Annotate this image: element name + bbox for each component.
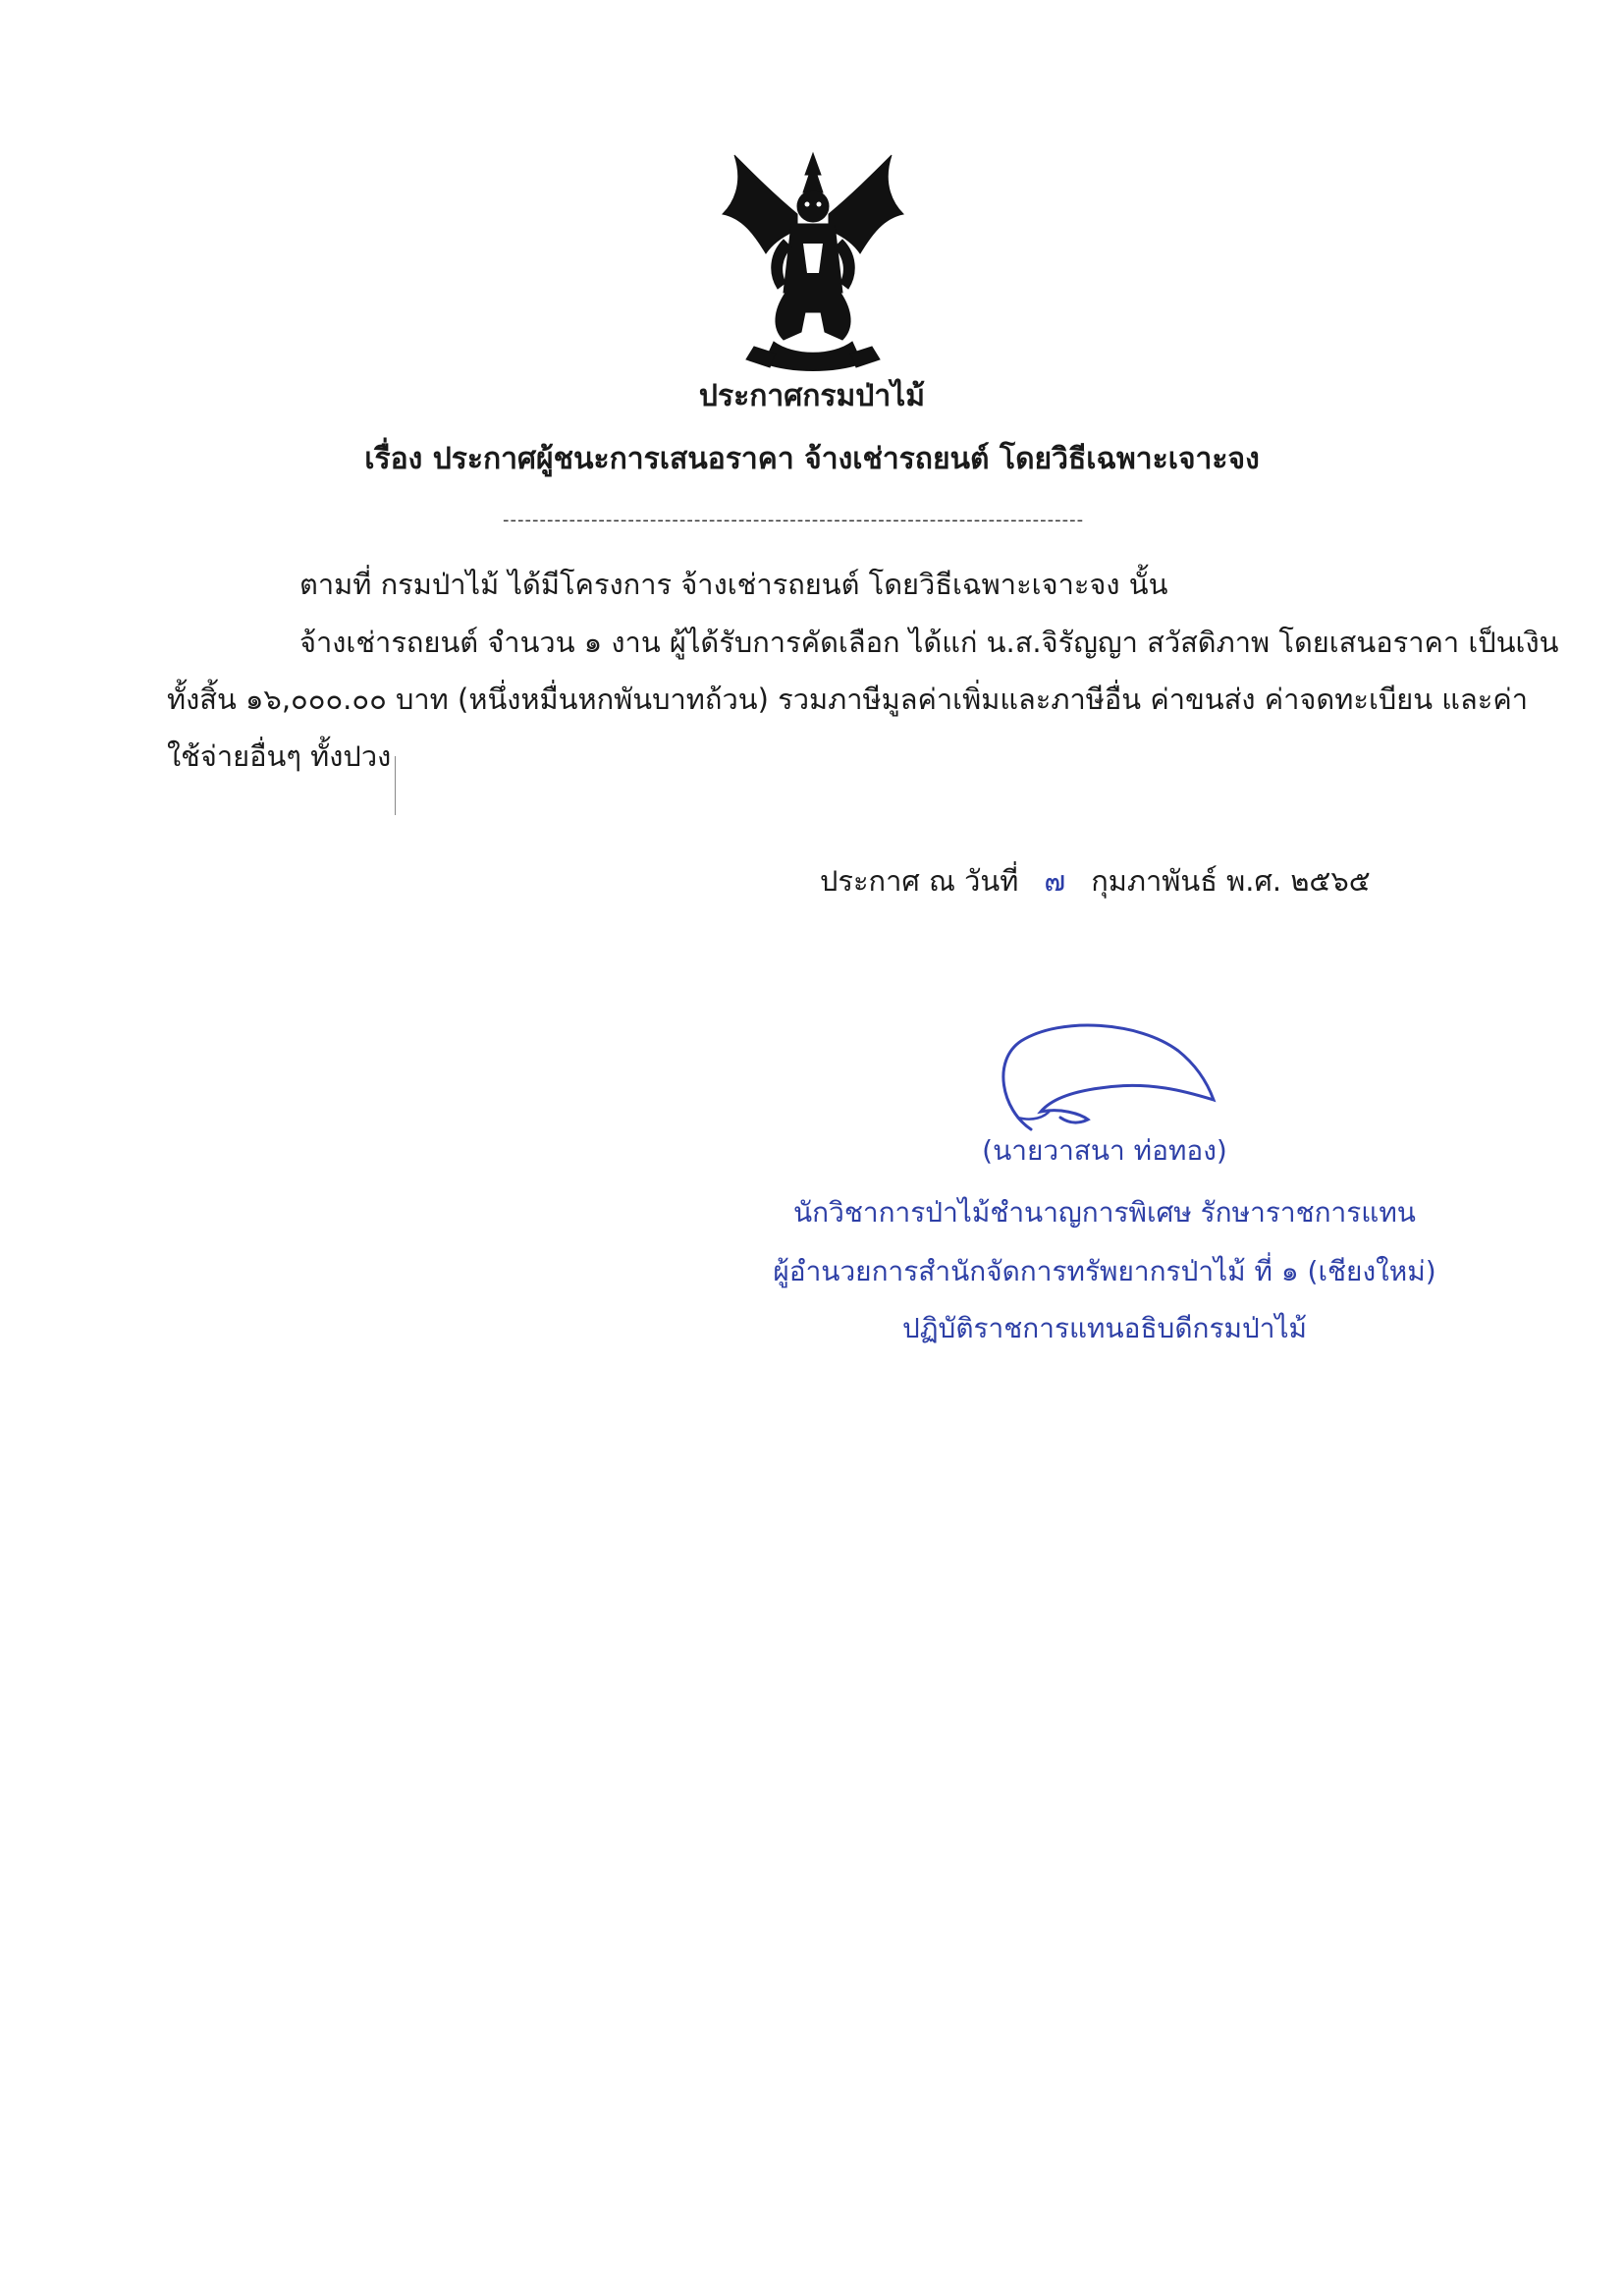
date-day: ๗ [1044,864,1066,898]
signer-position-line-1: นักวิชาการป่าไม้ชำนาญการพิเศษ รักษาราชการแทน [793,1196,1416,1229]
body-paragraph-1: ตามที่ กรมป่าไม้ ได้มีโครงการ จ้างเช่ารถยนต์ โดยวิธีเฉพาะเจาะจง นั้น [299,568,1168,601]
separator-line: ------------------------------------------------------------------------------- [503,510,1085,530]
garuda-emblem-icon [715,145,911,373]
body-paragraph-2-line-2: ทั้งสิ้น ๑๖,๐๐๐.๐๐ บาท (หนึ่งหมื่นหกพันบาทถ้วน) รวมภาษีมูลค่าเพิ่มและภาษีอื่น ค่าขนส่ง ค่าจดทะเบียน และค่า [167,683,1529,716]
date-month-year: กุมภาพันธ์ พ.ศ. ๒๕๖๕ [1091,864,1371,898]
announcement-date [820,861,1371,901]
body-paragraph-2-line-3: ใช้จ่ายอื่นๆ ทั้งปวง [167,739,392,773]
date-prefix: ประกาศ ณ วันที่ [820,864,1019,898]
margin-mark [395,756,396,815]
signer-position-line-3: ปฏิบัติราชการแทนอธิบดีกรมป่าไม้ [901,1312,1307,1344]
signer-position-line-2: ผู้อำนวยการสำนักจัดการทรัพยากรป่าไม้ ที่ ๑ (เชียงใหม่) [773,1255,1436,1287]
handwritten-signature [982,1002,1237,1149]
agency-title: ประกาศกรมป่าไม้ [698,379,926,413]
signer-name: (นายวาสนา ท่อทอง) [982,1134,1227,1167]
subject-title: เรื่อง ประกาศผู้ชนะการเสนอราคา จ้างเช่ารถยนต์ โดยวิธีเฉพาะเจาะจง [364,442,1260,476]
body-paragraph-2-line-1: จ้างเช่ารถยนต์ จำนวน ๑ งาน ผู้ได้รับการคัดเลือก ได้แก่ น.ส.จิรัญญา สวัสดิภาพ โดยเสนอราคา เป็นเงิน [299,626,1559,659]
